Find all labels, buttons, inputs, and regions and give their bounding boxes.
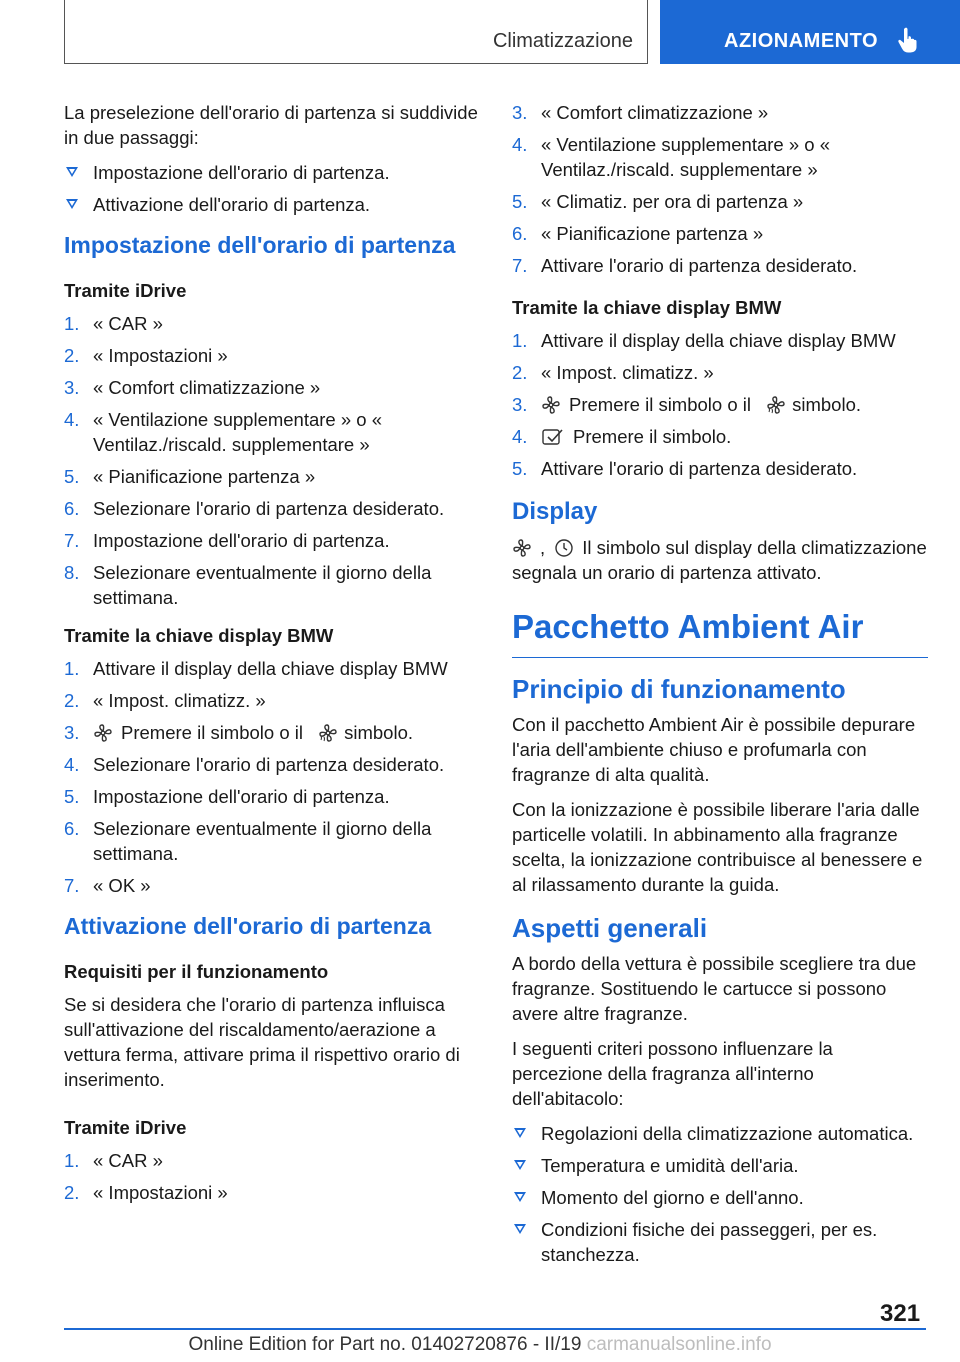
list-item: 4. Premere il simbolo. — [512, 426, 732, 447]
requirements-text: Se si desidera che l'orario di partenza influisca sull'attivazione del riscaldamento/aerazione a vettura ferma, attivare prima il rispettivo orario di inserimento. — [64, 994, 460, 1090]
key-steps-2 — [512, 328, 928, 481]
list-item: 7. « OK » — [64, 875, 151, 896]
list-item: 7. Impostazione dell'orario di partenza. — [64, 530, 390, 551]
fan-icon — [93, 723, 113, 743]
list-item: 5. « Climatiz. per ora di partenza » — [512, 191, 804, 212]
list-item: 8. Selezionare eventualmente il giorno della settimana. — [64, 562, 432, 608]
list-item: 5. Impostazione dell'orario di partenza. — [64, 786, 390, 807]
intro-bullets — [64, 160, 480, 217]
general-text-2: I seguenti criteri possono influenzare la percezione della fragranza all'interno dell'abitacolo: — [512, 1038, 833, 1109]
heading-activation: Attivazione dell'orario di partenza — [64, 913, 432, 939]
left-column — [64, 100, 480, 1219]
list-item: 6. Selezionare eventualmente il giorno della settimana. — [64, 818, 432, 864]
heading-ambient-air: Pacchetto Ambient Air — [512, 607, 928, 658]
triangle-bullet-icon — [514, 1192, 526, 1202]
fan-heating-icon — [318, 723, 338, 743]
list-item: 2. « Impost. climatizz. » — [512, 362, 714, 383]
footer-edition: Online Edition for Part no. 01402720876 - II/19 carmanualsonline.info — [188, 1334, 772, 1355]
triangle-bullet-icon — [514, 1128, 526, 1138]
list-item: 4. Selezionare l'orario di partenza desiderato. — [64, 754, 445, 775]
list-item: 3. « Comfort climatizzazione » — [512, 102, 769, 123]
list-item: 7. Attivare l'orario di partenza desiderato. — [512, 255, 858, 276]
heading-setting: Impostazione dell'orario di partenza — [64, 232, 456, 258]
header-section-title: Climatizzazione — [492, 30, 633, 52]
header-section-box — [64, 0, 648, 64]
continued-steps — [512, 100, 928, 278]
right-column — [512, 100, 928, 1281]
heading-principle: Principio di funzionamento — [512, 674, 846, 704]
list-item: 3. Premere il simbolo o il simbolo. — [512, 394, 862, 415]
header-tab-label: AZIONAMENTO — [724, 30, 879, 52]
heading-idrive-2: Tramite iDrive — [64, 1117, 187, 1138]
list-item: 2. « Impostazioni » — [64, 345, 228, 366]
list-item: 5. Attivare l'orario di partenza desiderato. — [512, 458, 858, 479]
principle-text-1: Con il pacchetto Ambient Air è possibile depurare l'aria dell'ambiente chiuso e profumarla con fragranze di alta qualità. — [512, 714, 916, 785]
footer-divider — [64, 1328, 926, 1330]
intro-text: La preselezione dell'orario di partenza si suddivide in due passaggi: — [64, 102, 478, 148]
general-text-1: A bordo della vettura è possibile scegliere tra due fragranze. Sostituendo le cartucce si possono avere altre fragranze. — [512, 953, 917, 1024]
list-item: Temperatura e umidità dell'aria. — [512, 1153, 928, 1178]
list-item: 5. « Pianificazione partenza » — [64, 466, 316, 487]
list-item: 4. « Ventilazione supplementare » o « Ventilaz./riscald. supplementare » — [512, 134, 831, 180]
heading-general: Aspetti generali — [512, 913, 708, 943]
idrive2-steps — [64, 1148, 480, 1205]
heading-idrive: Tramite iDrive — [64, 280, 187, 301]
clock-icon — [554, 538, 574, 558]
list-item: 2. « Impost. climatizz. » — [64, 690, 266, 711]
triangle-bullet-icon — [514, 1160, 526, 1170]
triangle-bullet-icon — [514, 1224, 526, 1234]
list-item: 1. Attivare il display della chiave display BMW — [64, 658, 448, 679]
check-box-icon — [541, 427, 565, 447]
list-item: Momento del giorno e dell'anno. — [512, 1185, 928, 1210]
fan-icon — [512, 538, 532, 558]
list-item: 4. « Ventilazione supplementare » o « Ventilaz./riscald. supplementare » — [64, 409, 383, 455]
triangle-bullet-icon — [66, 167, 78, 177]
list-item: 1. « CAR » — [64, 1150, 163, 1171]
list-item: 1. Attivare il display della chiave display BMW — [512, 330, 896, 351]
heading-key-display: Tramite la chiave display BMW — [64, 625, 334, 646]
watermark: carmanualsonline.info — [586, 1334, 772, 1355]
heading-display: Display — [512, 498, 598, 525]
triangle-bullet-icon — [66, 199, 78, 209]
idrive-steps — [64, 311, 480, 610]
heading-key-display-2: Tramite la chiave display BMW — [512, 297, 782, 318]
list-item: 6. « Pianificazione partenza » — [512, 223, 764, 244]
pointing-hand-icon — [896, 26, 920, 54]
list-item: 6. Selezionare l'orario di partenza desiderato. — [64, 498, 445, 519]
list-item: Impostazione dell'orario di partenza. — [64, 160, 480, 185]
fan-icon — [541, 395, 561, 415]
principle-text-2: Con la ionizzazione è possibile liberare l'aria dalle particelle volatili. In abbinamento alla fragranze scelta, la ionizzazione contribuisce al benessere e al rilassamento durante la guida. — [512, 799, 923, 895]
list-item: Regolazioni della climatizzazione automatica. — [512, 1121, 928, 1146]
list-item: 3. Premere il simbolo o il simbolo. — [64, 722, 414, 743]
list-item: Attivazione dell'orario di partenza. — [64, 192, 480, 217]
list-item: 3. « Comfort climatizzazione » — [64, 377, 321, 398]
fan-heating-icon — [766, 395, 786, 415]
list-item: 2. « Impostazioni » — [64, 1182, 228, 1203]
header-tab — [660, 0, 960, 64]
general-bullets — [512, 1121, 928, 1267]
key-steps — [64, 656, 480, 898]
heading-requirements: Requisiti per il funzionamento — [64, 961, 329, 982]
page-number: 321 — [880, 1300, 921, 1327]
list-item: Condizioni fisiche dei passeggeri, per es. stanchezza. — [512, 1217, 928, 1267]
list-item: 1. « CAR » — [64, 313, 163, 334]
display-text: , Il simbolo sul display della climatizzazione segnala un orario di partenza attivato. — [512, 537, 927, 583]
